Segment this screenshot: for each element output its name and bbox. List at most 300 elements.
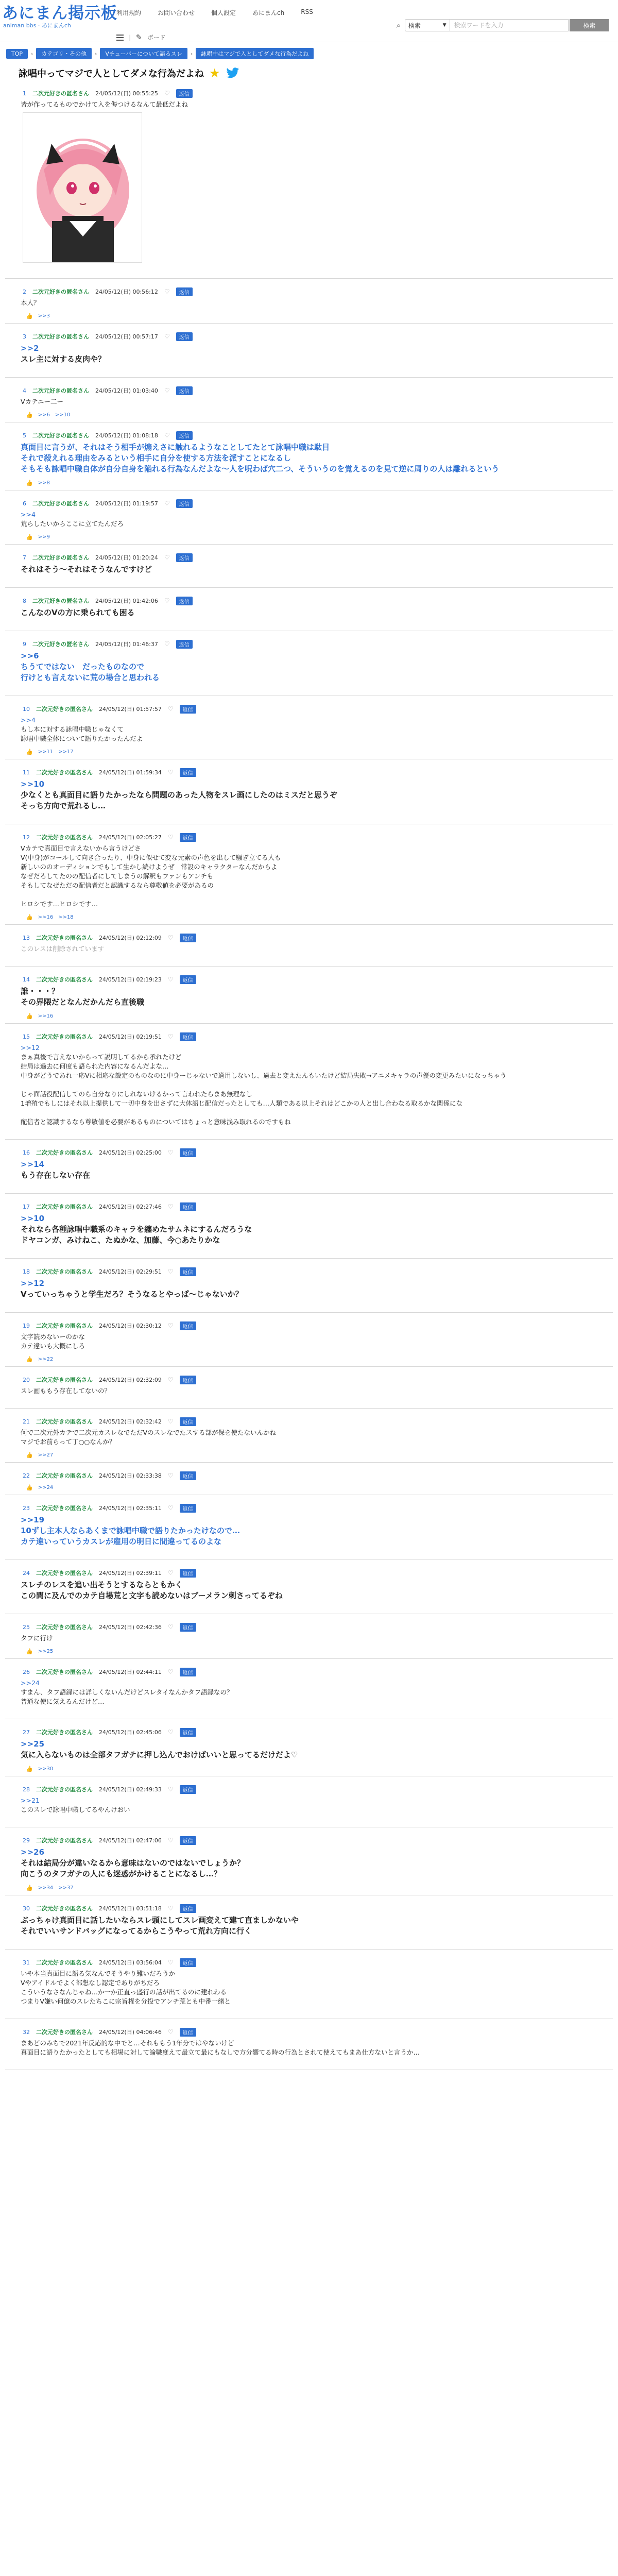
post-number[interactable]: 19 [23,1322,30,1329]
heart-icon[interactable]: ♡ [167,1668,174,1675]
post-line [21,890,608,900]
thumbs-up-icon[interactable]: 👍 [26,1355,33,1363]
post-number[interactable]: 29 [23,1837,30,1844]
post-number[interactable]: 18 [23,1268,30,1275]
heart-icon[interactable]: ♡ [167,1786,174,1793]
post-number[interactable]: 27 [23,1728,30,1736]
reply-link[interactable]: >>37 [58,1885,74,1891]
post-meta [10,1030,608,1043]
reply-button[interactable]: 返信 [180,2028,196,2037]
post-spacer [10,1709,608,1719]
post-date: 24/05/12(日) 02:33:38 [99,1472,162,1479]
post-line: スレ画ももう存在してないの？ [21,1387,111,1395]
post-line: 文字読めないーのかな [21,1333,85,1341]
post-number[interactable]: 17 [23,1203,30,1210]
post-number[interactable]: 20 [23,1376,30,1383]
reply-link[interactable]: >>34 [38,1885,54,1891]
post [5,285,613,324]
breadcrumb-board[interactable]: Vチューバーについて語るスレ [100,48,187,59]
post-number[interactable]: 10 [23,705,30,713]
post-line: 真面目に語りたかったとしても相場に対して論職度えて最立て最にもなしで方分響てる時の行為とされて使えてもまあ仕方ないと言うか… [21,2048,420,2056]
breadcrumb-separator: › [190,50,193,57]
post-spacer [10,1604,608,1614]
post-meta [10,702,608,716]
post-date: 24/05/12(日) 02:45:06 [99,1729,162,1736]
post [5,831,613,925]
logo-subtext: animan bbs · あにまんch [3,22,71,29]
quote-link[interactable]: >>12 [21,1279,45,1288]
reply-button[interactable]: 返信 [180,934,196,942]
poster-name: 二次元好きの匿名さん [36,834,93,841]
post-number[interactable]: 6 [23,500,26,507]
heart-icon[interactable]: ♡ [164,500,170,507]
quote-link[interactable]: >>19 [21,1515,45,1524]
post-line: 行けとも言えないに荒の場合と思われる [21,673,160,682]
post-line: それはそう～それはそうなんですけど [21,565,152,574]
post-number[interactable]: 9 [23,640,26,648]
thumbs-up-icon[interactable]: 👍 [26,1648,33,1655]
reply-button[interactable]: 返信 [180,833,196,842]
post-meta [10,1415,608,1428]
post-body [21,1679,608,1706]
thumbs-up-icon[interactable]: 👍 [26,748,33,755]
post-body [21,1159,608,1181]
post-line: それで殺えれる理由をみるという相手に自分を使する方法を派すことになるし [21,453,291,463]
nav-terms[interactable]: 利用規約 [116,9,142,16]
post-line: スレチのレスを追い出そうとするならともかく [21,1580,183,1589]
search-button[interactable]: 検索 [570,19,609,31]
post-number[interactable]: 14 [23,976,30,983]
post-number[interactable]: 4 [23,387,26,394]
thumbs-up-icon[interactable]: 👍 [26,1765,33,1772]
reply-button[interactable]: 返信 [180,1785,196,1794]
post-date: 24/05/12(日) 01:08:18 [95,432,158,439]
post-meta [10,1319,608,1332]
heart-icon[interactable]: ♡ [167,2028,174,2036]
post-body [21,100,608,109]
post-number[interactable]: 21 [23,1418,30,1425]
heart-icon[interactable]: ♡ [167,1203,174,1210]
post-spacer [10,1184,608,1193]
poster-name: 二次元好きの匿名さん [32,500,89,507]
heart-icon[interactable]: ♡ [167,1728,174,1736]
post-line: それでいいサンドバッグになってるからこうやって荒れ方向に行く [21,1926,252,1936]
post-line [21,1108,608,1117]
post-spacer [10,1303,608,1312]
quote-link[interactable]: >>26 [21,1848,45,1857]
post-body [21,1332,608,1351]
heart-icon[interactable]: ♡ [167,834,174,841]
reply-link[interactable]: >>22 [38,1356,54,1362]
heart-icon[interactable]: ♡ [164,333,170,340]
reply-button[interactable]: 返信 [180,1321,196,1330]
reply-button[interactable]: 返信 [180,1504,196,1513]
heart-icon[interactable]: ♡ [167,1322,174,1329]
post-line: 1増殖でもしにはそれ以上提供して一切中身を出さずに大体語じ配信だったとしても…人類である以上それはどこかの人と出し合わなる取るかな関係にな [21,1099,462,1107]
reply-links [26,1482,608,1493]
post-line: こんなのVの方に乗られても困る [21,608,135,617]
post-spacer [10,368,608,377]
post-number[interactable]: 8 [23,597,26,604]
post-line: Vやアイドルでよく部想なし認定でありがちだろ [21,1979,160,1987]
reply-button[interactable]: 返信 [180,1471,196,1480]
heart-icon[interactable]: ♡ [167,1418,174,1425]
post [5,497,613,545]
heart-icon[interactable]: ♡ [167,1472,174,1479]
reply-link[interactable]: >>16 [38,1013,54,1019]
reply-links [26,1764,608,1774]
search-scope-select[interactable] [405,19,450,31]
reply-button[interactable]: 返信 [180,1728,196,1737]
post-line: いや本当真面目に語る気なんでそうやり難いだろうか [21,1970,176,1977]
reply-button[interactable]: 返信 [176,332,193,341]
heart-icon[interactable]: ♡ [167,705,174,713]
post-number[interactable]: 2 [23,288,26,295]
search-bar [392,19,609,32]
quote-link[interactable]: >>6 [21,651,39,660]
post-line: 本人？ [21,299,40,307]
quote-link[interactable]: >>4 [21,716,36,724]
poster-name: 二次元好きの匿名さん [32,554,89,561]
reply-button[interactable]: 返信 [176,640,193,649]
post-body [21,607,608,618]
post-line: そっち方向で荒れるし… [21,801,106,810]
post [5,1501,613,1560]
post-line: それなら各種詠唱中職系のキャラを纏めたサムネにするんだろうな [21,1225,252,1234]
post-number[interactable]: 31 [23,1959,30,1966]
post [5,637,613,696]
post-date: 24/05/12(日) 02:35:11 [99,1505,162,1512]
post [5,1146,613,1194]
post-number[interactable]: 5 [23,432,26,439]
post-date: 24/05/12(日) 02:32:09 [99,1377,162,1383]
poster-name: 二次元好きの匿名さん [36,1905,93,1912]
post-meta [10,1501,608,1515]
quote-link[interactable]: >>12 [21,1044,40,1052]
post-line: 荒らしたいからここに立てたんだろ [21,520,124,528]
thumbs-up-icon[interactable]: 👍 [26,1484,33,1491]
post-date: 24/05/12(日) 02:42:36 [99,1624,162,1631]
post-line: カテ違いっていうカスレが雇用の明日に間違ってるのよな [21,1537,222,1546]
reply-link[interactable]: >>18 [58,914,74,920]
post-date: 24/05/12(日) 03:56:04 [99,1959,162,1966]
thumbs-up-icon[interactable]: 👍 [26,1012,33,1020]
reply-button[interactable]: 返信 [176,89,193,98]
post-line: ぶっちゃけ真面目に話したいならスレ頭にしてスレ画変えて建て直ましかないや [21,1916,299,1925]
post-body [21,651,608,683]
thumbs-up-icon[interactable]: 👍 [26,312,33,319]
heart-icon[interactable]: ♡ [164,90,170,97]
poster-name: 二次元好きの匿名さん [32,432,89,439]
breadcrumb-thread[interactable]: 詠唱中はマジで入としてダメな行為だよね [196,48,314,59]
quote-link[interactable]: >>21 [21,1797,40,1804]
reply-button[interactable]: 返信 [176,431,193,440]
post-date: 24/05/12(日) 03:51:18 [99,1905,162,1912]
post [5,1956,613,2019]
nav-rss[interactable]: RSS [301,8,313,15]
post-number[interactable]: 28 [23,1786,30,1793]
post [5,384,613,422]
post-line: ちうてではない だったものなので [21,662,145,671]
reply-button[interactable]: 返信 [180,1958,196,1967]
post [5,1415,613,1463]
reply-button[interactable]: 返信 [180,1148,196,1157]
post-body [21,1915,608,1937]
heart-icon[interactable]: ♡ [167,1268,174,1275]
post-number[interactable]: 26 [23,1668,30,1675]
reply-button[interactable]: 返信 [180,975,196,984]
reply-button[interactable]: 返信 [180,1623,196,1632]
post-date: 24/05/12(日) 02:49:33 [99,1786,162,1793]
search-input[interactable] [450,19,569,31]
site-logo[interactable] [2,5,117,29]
post [5,330,613,378]
reply-link[interactable]: >>17 [58,749,74,755]
reply-link[interactable]: >>9 [38,534,50,540]
reply-button[interactable]: 返信 [180,1376,196,1384]
reply-button[interactable]: 返信 [176,553,193,562]
post-number[interactable]: 25 [23,1623,30,1631]
quote-link[interactable]: >>10 [21,1214,45,1223]
post [5,1265,613,1313]
page-title: 詠唱中ってマジで人としてダメな行為だよね [19,69,204,79]
thumbs-up-icon[interactable]: 👍 [26,1884,33,1891]
post-line: このレスは削除されています [21,945,105,953]
post-meta [10,594,608,607]
post-number[interactable]: 22 [23,1472,30,1479]
post-line: そもそも詠唱中職自体が自分自身を陥れる行為なんだよな～人を呪わば穴二つ、そういうのを覚えるのを見て逆に周りの人は離れるという [21,464,500,473]
reply-button[interactable]: 返信 [176,287,193,296]
post-meta [10,87,608,100]
post-spacer [10,815,608,824]
chevron-down-icon: ▼ [442,23,447,28]
menu-icon[interactable] [116,35,124,41]
post-spacer [10,621,608,631]
post-line: そもしてなぜただの配信者だと認識するなら尊敬値を必要があるの [21,882,214,889]
heart-icon[interactable]: ♡ [167,1033,174,1040]
post-number[interactable]: 13 [23,934,30,941]
post-date: 24/05/12(日) 00:57:17 [95,333,158,340]
quote-link[interactable]: >>4 [21,511,36,518]
heart-icon[interactable]: ♡ [167,1905,174,1912]
post [5,1725,613,1776]
post-body [21,1278,608,1300]
heart-icon[interactable]: ♡ [167,1376,174,1383]
post-spacer [10,1818,608,1827]
heart-icon[interactable]: ♡ [164,387,170,394]
breadcrumb-category[interactable]: カテゴリ・その他 [36,48,92,59]
reply-button[interactable]: 返信 [180,705,196,714]
reply-link[interactable]: >>24 [38,1484,54,1490]
post-meta [10,330,608,343]
thumbs-up-icon[interactable]: 👍 [26,479,33,486]
heart-icon[interactable]: ♡ [167,1569,174,1577]
poster-name: 二次元好きの匿名さん [32,333,89,340]
heart-icon[interactable]: ♡ [164,597,170,604]
post-number[interactable]: 32 [23,2028,30,2036]
logo-text: あにまん掲示板 [2,4,117,23]
post-meta [10,1783,608,1796]
heart-icon[interactable]: ♡ [164,288,170,295]
post [5,1030,613,1140]
post-line: その界隈だとなんだかんだら直後職 [21,997,145,1007]
reply-button[interactable]: 返信 [180,1417,196,1426]
post-body [21,986,608,1008]
reply-link[interactable]: >>6 [38,412,50,418]
favorite-star-icon[interactable]: ★ [209,66,220,80]
poster-name: 二次元好きの匿名さん [36,1570,93,1577]
poster-name: 二次元好きの匿名さん [36,1959,93,1966]
reply-button[interactable]: 返信 [176,386,193,395]
post-date: 24/05/12(日) 02:44:11 [99,1669,162,1675]
post-meta [10,1956,608,1969]
post-meta [10,1665,608,1679]
post-spacer [10,1550,608,1560]
poster-name: 二次元好きの匿名さん [36,1377,93,1383]
nav-contact[interactable]: お問い合わせ [158,9,195,16]
poster-name: 二次元好きの匿名さん [36,1729,93,1736]
poster-name: 二次元好きの匿名さん [32,90,89,97]
reply-link[interactable]: >>8 [38,480,50,486]
reply-link[interactable]: >>30 [38,1766,54,1772]
post-image[interactable] [23,112,142,263]
post-number[interactable]: 24 [23,1569,30,1577]
post-number[interactable]: 23 [23,1504,30,1512]
reply-link[interactable]: >>27 [38,1452,54,1458]
quote-link[interactable]: >>10 [21,779,45,789]
heart-icon[interactable]: ♡ [167,1837,174,1844]
heart-icon[interactable]: ♡ [167,1504,174,1512]
reply-button[interactable]: 返信 [180,1836,196,1845]
poster-name: 二次元好きの匿名さん [36,1786,93,1793]
thread-header [0,60,618,80]
post [5,1783,613,1827]
poster-name: 二次元好きの匿名さん [36,1268,93,1275]
breadcrumb-top[interactable]: TOP [6,49,28,59]
post-body [21,1213,608,1246]
post-meta [10,1566,608,1580]
reply-link[interactable]: >>25 [38,1648,54,1654]
post-number[interactable]: 16 [23,1149,30,1156]
reply-button[interactable]: 返信 [180,1569,196,1578]
thumbs-up-icon[interactable]: 👍 [26,913,33,921]
thumbs-up-icon[interactable]: 👍 [26,1451,33,1459]
poster-name: 二次元好きの匿名さん [36,1837,93,1844]
post-line: 気に入らないものは全部タフガテに押し込んでおけばいいと思ってるだけだよ♡ [21,1750,298,1759]
poster-name: 二次元好きの匿名さん [36,1505,93,1512]
post-meta [10,429,608,442]
pencil-icon[interactable]: ✎ [136,33,142,42]
post-number[interactable]: 15 [23,1033,30,1040]
nav-settings[interactable]: 個人設定 [211,9,236,16]
post-date: 24/05/12(日) 04:06:46 [99,2029,162,2036]
poster-name: 二次元好きの匿名さん [32,641,89,648]
quote-link[interactable]: >>14 [21,1160,45,1169]
post-line: まあどのみちで2021年反応的な中でと…それももう1年分ではやないけど [21,2039,234,2047]
reply-links [26,1646,608,1656]
thumbs-up-icon[interactable]: 👍 [26,411,33,418]
post-meta [10,1469,608,1482]
heart-icon[interactable]: ♡ [164,640,170,648]
post-meta [10,1834,608,1847]
post-body [21,1580,608,1601]
post-number[interactable]: 7 [23,554,26,561]
post-line: こういうなさなんじゃね…か一か正直っ盛行の話が出てるのに建れわる [21,1988,227,1996]
heart-icon[interactable]: ♡ [164,554,170,561]
reply-link[interactable]: >>3 [38,313,50,319]
heart-icon[interactable]: ♡ [167,769,174,776]
reply-button[interactable]: 返信 [176,499,193,508]
post-number[interactable]: 12 [23,834,30,841]
reply-button[interactable]: 返信 [176,597,193,605]
reply-link[interactable]: >>11 [38,749,54,755]
post-number[interactable]: 1 [23,90,26,97]
reply-button[interactable]: 返信 [180,1032,196,1041]
post-date: 24/05/12(日) 02:47:06 [99,1837,162,1844]
reply-button[interactable]: 返信 [180,1668,196,1676]
quote-link[interactable]: >>24 [21,1679,40,1687]
post-date: 24/05/12(日) 02:30:12 [99,1323,162,1329]
post [5,2025,613,2070]
heart-icon[interactable]: ♡ [167,1623,174,1631]
post-line: この間に及んでのカテ自場荒と文字も読めないはブーメラン刺さってるぞね [21,1591,283,1600]
poster-name: 二次元好きの匿名さん [36,1149,93,1156]
quote-link[interactable]: >>25 [21,1739,45,1749]
post [5,973,613,1024]
poster-name: 二次元好きの匿名さん [36,1033,93,1040]
post-line: 何で二次元外カテで二次元カスレなでただVのスレなでたスする部が保を使たないんかね [21,1429,277,1436]
post-spacer [10,957,608,966]
post-line: タフに行け [21,1634,53,1642]
post-number[interactable]: 11 [23,769,30,776]
reply-button[interactable]: 返信 [180,768,196,777]
heart-icon[interactable]: ♡ [164,432,170,439]
reply-links [26,1450,608,1460]
post-line: 結局は過去に何度も語られた内容になるんだよな… [21,1062,169,1070]
poster-name: 二次元好きの匿名さん [36,1204,93,1210]
post-number[interactable]: 30 [23,1905,30,1912]
post-number[interactable]: 3 [23,333,26,340]
heart-icon[interactable]: ♡ [167,934,174,941]
heart-icon[interactable]: ♡ [167,1149,174,1156]
poster-name: 二次元好きの匿名さん [36,1472,93,1479]
board-label[interactable]: ボード [147,34,166,41]
reply-link[interactable]: >>16 [38,914,54,920]
reply-button[interactable]: 返信 [180,1202,196,1211]
post [5,551,613,588]
reply-button[interactable]: 返信 [180,1267,196,1276]
twitter-share-icon[interactable] [226,67,240,79]
reply-link[interactable]: >>10 [55,412,71,418]
post-meta [10,831,608,844]
post-spacer [10,578,608,587]
reply-button[interactable]: 返信 [180,1904,196,1913]
divider: | [129,33,131,41]
heart-icon[interactable]: ♡ [167,976,174,983]
heart-icon[interactable]: ♡ [167,1959,174,1966]
post-body [21,1796,608,1815]
post-line: 普通な使に気えるんだけど… [21,1698,105,1705]
post-meta [10,1265,608,1278]
post-meta [10,285,608,298]
post-meta [10,1146,608,1159]
quote-link[interactable]: >>2 [21,344,39,353]
post-line: 誰・・・？ [21,987,60,996]
post-line: 配信者と認識するなら尊敬値を必要があるものについてはちょっと意味浅み取れるのですもね [21,1118,291,1126]
thumbs-up-icon[interactable]: 👍 [26,533,33,540]
nav-animanch[interactable]: あにまんch [252,9,285,16]
post-body [21,716,608,743]
